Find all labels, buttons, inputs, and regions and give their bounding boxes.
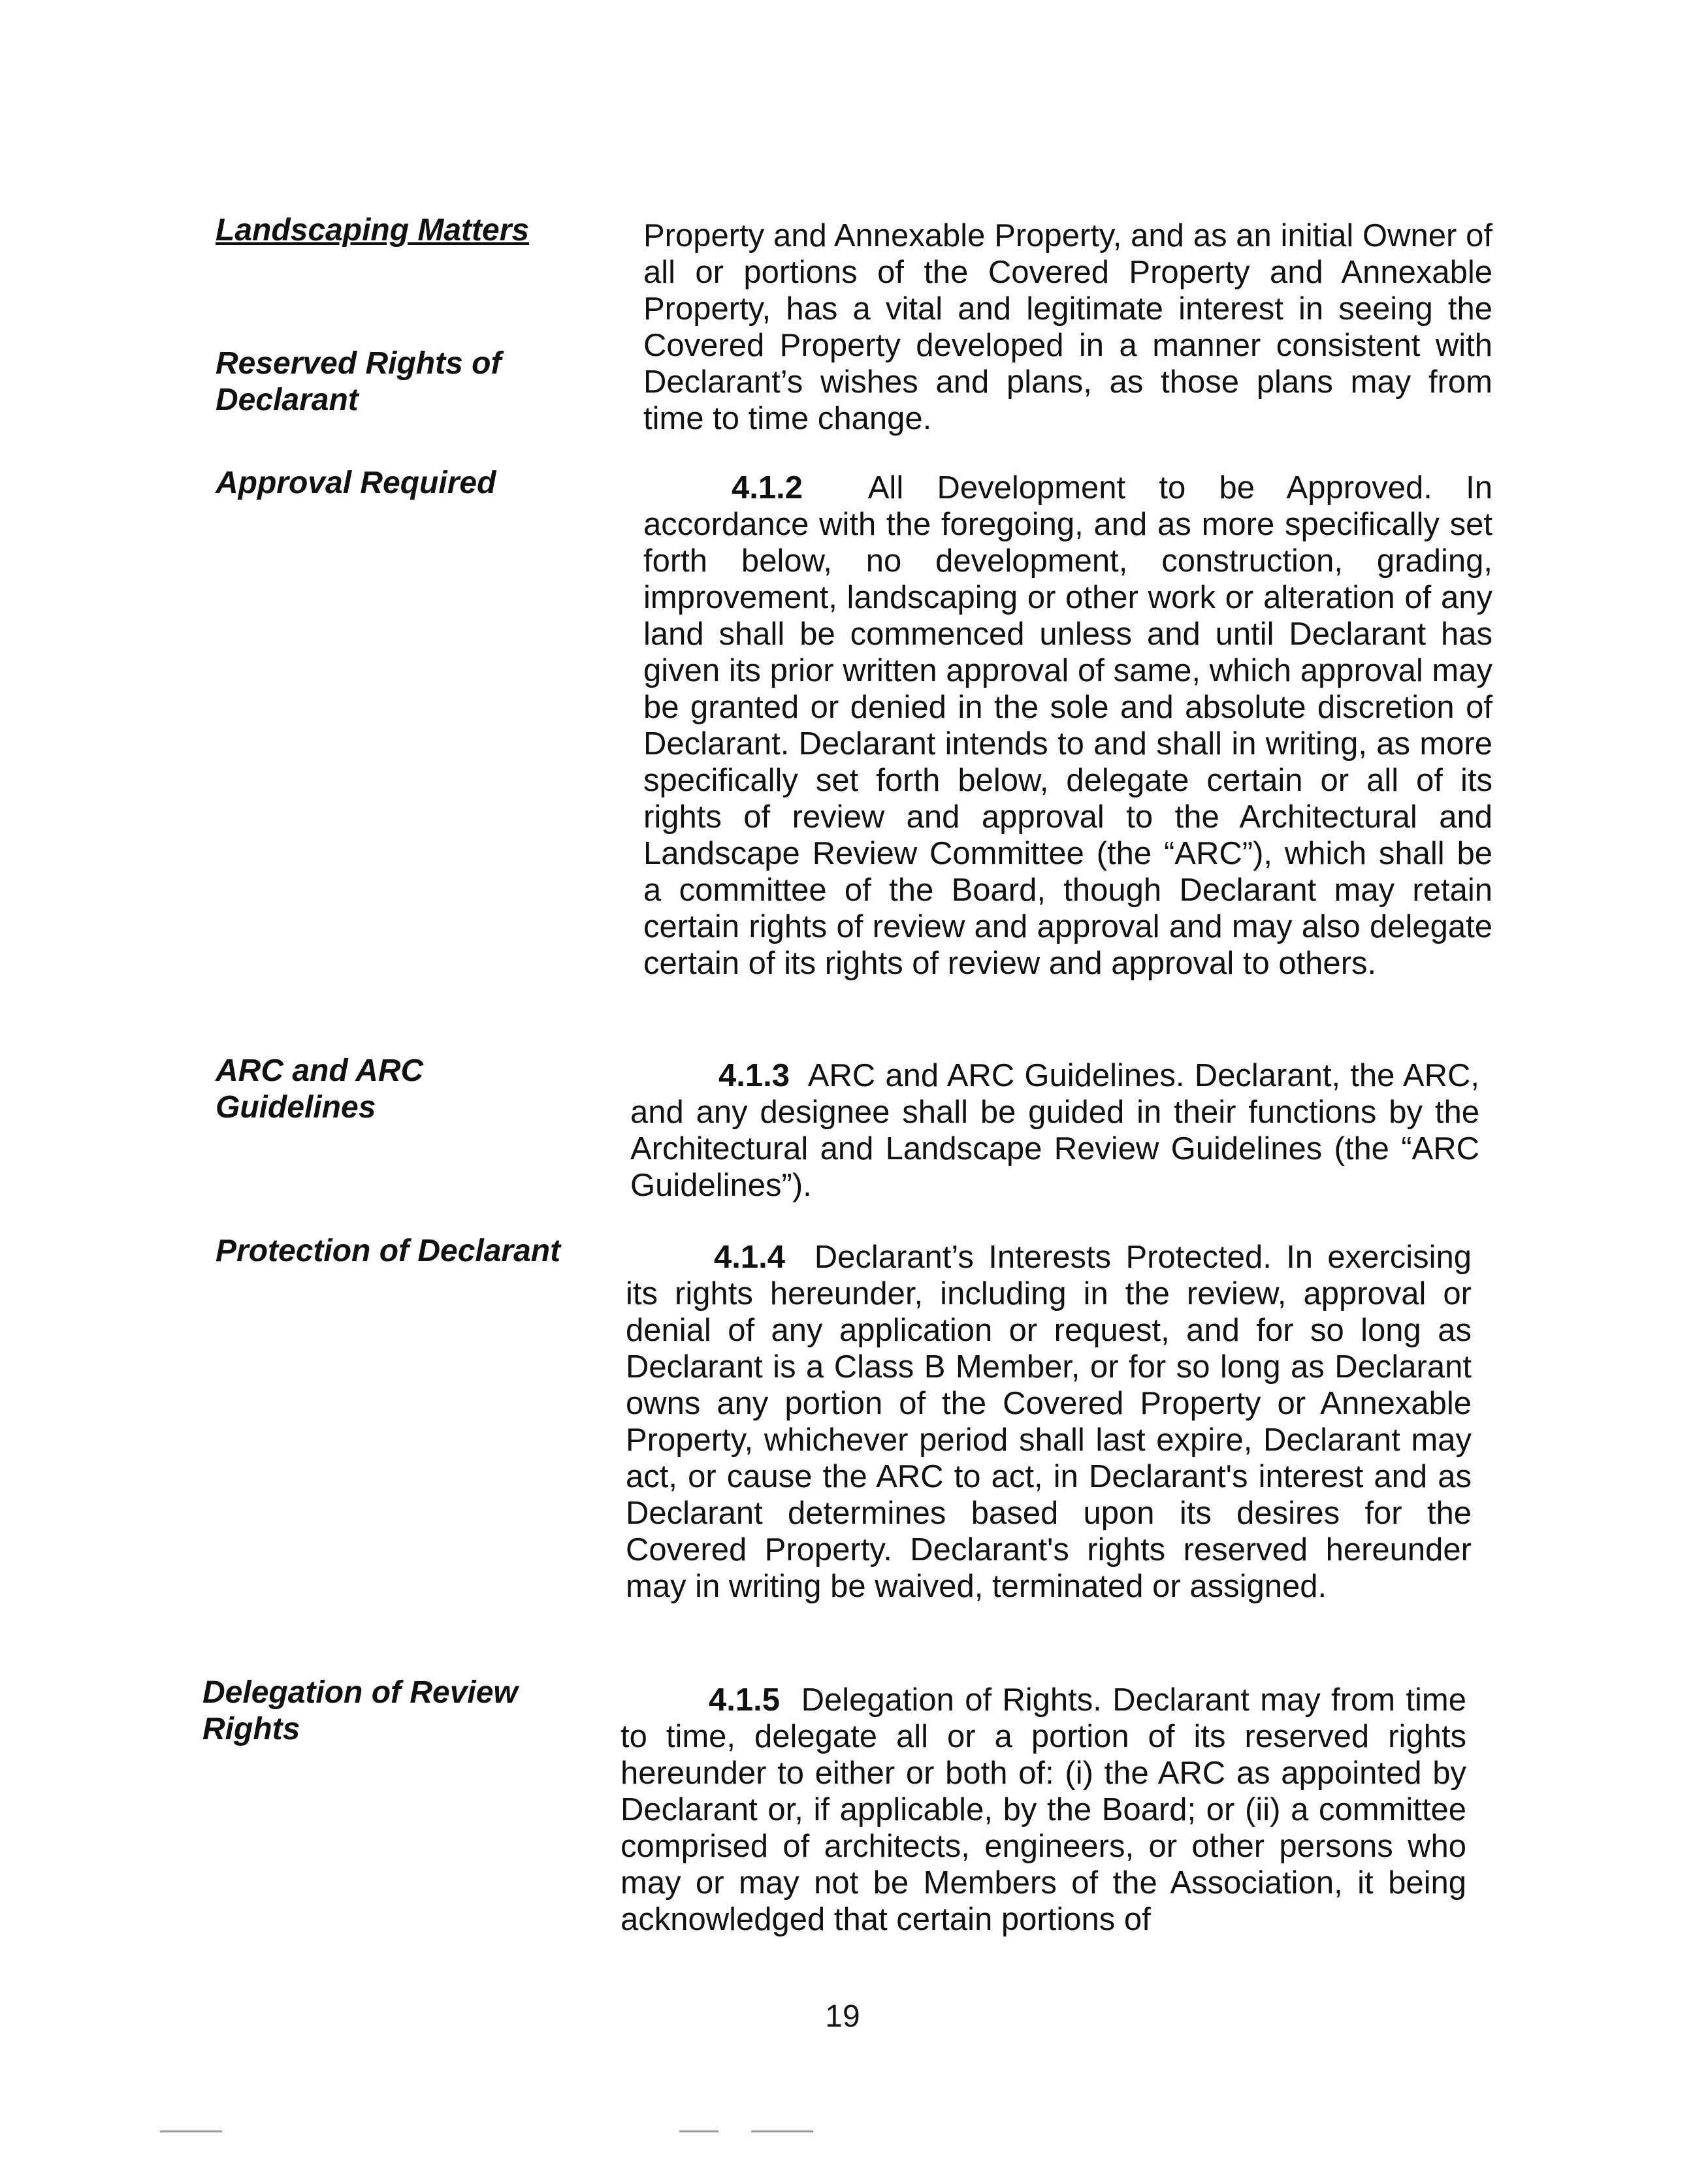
margin-heading-arc-guidelines: ARC and ARC Guidelines: [216, 1053, 424, 1125]
section-number: 4.1.5: [709, 1682, 780, 1718]
section-number: 4.1.2: [732, 470, 803, 506]
section-text: Declarant’s Interests Protected. In exercising its rights hereunder, including in the review, approval or denial of any application or request, and for so long as Declarant is a Class B Member, or for so long as Declarant owns any portion of the Covered Property or Annexable Property, whichever period shall last expire, Declarant may act, or cause the ARC to act, in Declarant's interest and as Declarant determines based upon its desires for the Covered Property. Declarant's rights reserved hereunder may in writing be waived, terminated or assigned.: [626, 1240, 1472, 1604]
section-text: Delegation of Rights. Declarant may from time to time, delegate all or a portion of its reserved rights hereunder to either or both of: (i) the ARC as appointed by Declarant or, if applicable, by the Board; or (ii) a committee comprised of architects, engineers, or other persons who may or may not be Members of the Association, it being acknowledged that certain portions of: [621, 1682, 1466, 1937]
section-text: All Development to be Approved. In accordance with the foregoing, and as more specifically set forth below, no development, construction, grading, improvement, landscaping or other work or alteration of any land shall be commenced unless and until Declarant has given its prior written approval of same, which approval may be granted or denied in the sole and absolute discretion of Declarant. Declarant intends to and shall in writing, as more specifically set forth below, delegate certain or all of its rights of review and approval to the Architectural and Landscape Review Committee (the “ARC”), which shall be a committee of the Board, though Declarant may retain certain rights of review and approval and may also delegate certain of its rights of review and approval to others.: [643, 470, 1492, 981]
page-number: 19: [825, 1999, 860, 2034]
scan-artifact: [751, 2130, 813, 2132]
paragraph-4-1-3: [630, 1057, 1479, 1204]
section-number: 4.1.3: [718, 1058, 790, 1093]
paragraph-4-1-4: [626, 1239, 1472, 1605]
paragraph-4-1-5: [621, 1682, 1466, 1938]
margin-heading-delegation: Delegation of Review Rights: [202, 1675, 518, 1746]
scan-artifact: [679, 2130, 718, 2132]
margin-heading-protection: Protection of Declarant: [216, 1234, 561, 1268]
margin-heading-reserved-rights: Reserved Rights of Declarant: [216, 346, 502, 417]
scan-artifact: [160, 2130, 222, 2132]
margin-heading-approval-required: Approval Required: [216, 466, 496, 500]
paragraph-continuation: Property and Annexable Property, and as an initial Owner of all or portions of the Covered Property and Annexable Property, has a vital and legitimate interest in seeing the Covered Property developed in a manner consistent with Declarant’s wishes and plans, as those plans may from time to time change.: [643, 218, 1492, 436]
paragraph-4-1-2: [643, 470, 1492, 982]
margin-heading-landscaping-matters: Landscaping Matters: [216, 213, 530, 248]
section-number: 4.1.4: [714, 1240, 785, 1275]
section-text: ARC and ARC Guidelines. Declarant, the ARC, and any designee shall be guided in their functions by the Architectural and Landscape Review Guidelines (the “ARC Guidelines”).: [630, 1058, 1479, 1203]
